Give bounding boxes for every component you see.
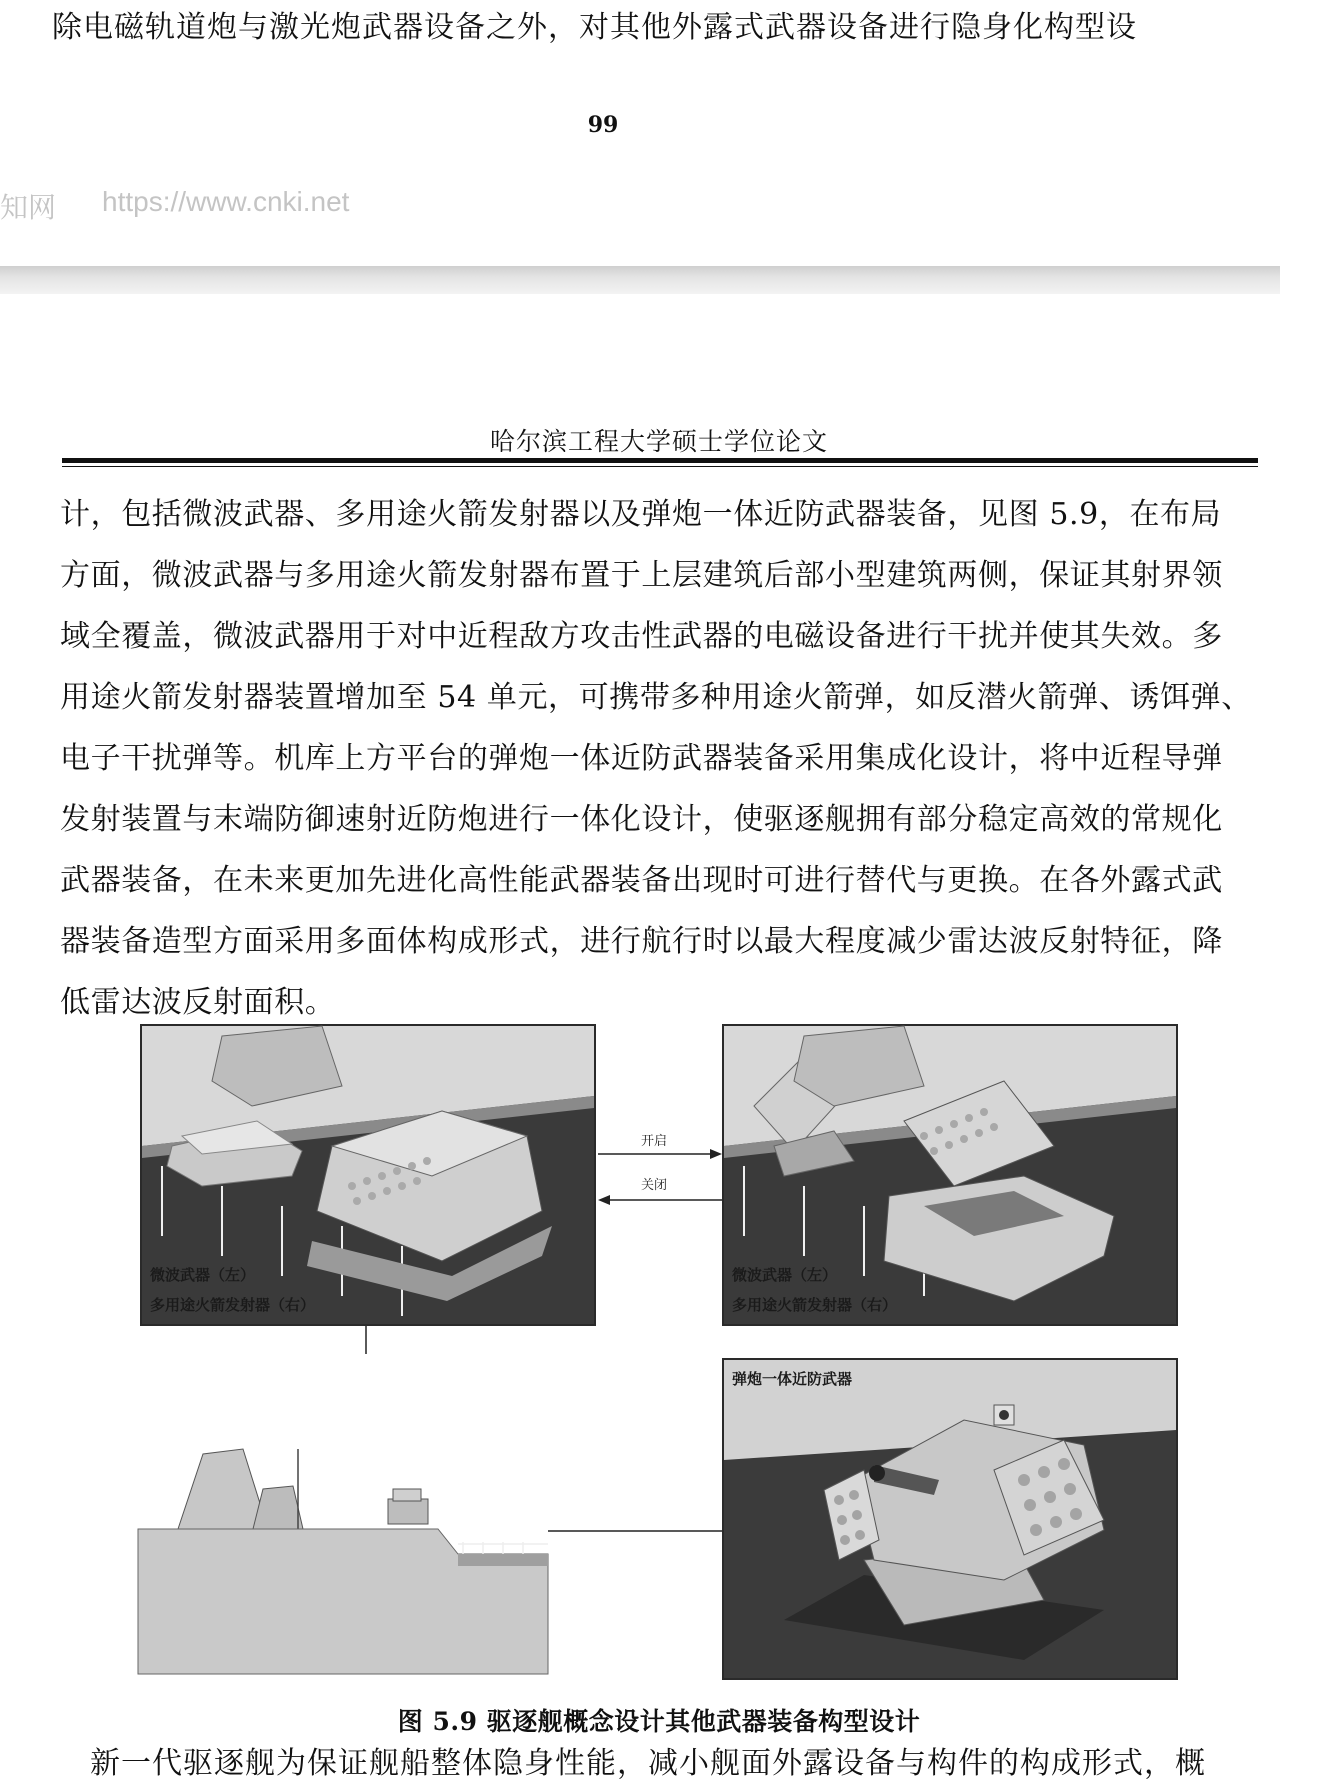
panel-ciws-label: 弹炮一体近防武器 bbox=[732, 1370, 853, 1388]
panel-closed-label-microwave: 微波武器（左） bbox=[150, 1266, 256, 1284]
page-number: 99 bbox=[587, 112, 619, 138]
panel-open-state bbox=[722, 1024, 1178, 1326]
paragraph-line: 低雷达波反射面积。 bbox=[60, 985, 336, 1020]
paragraph-line: 器装备造型方面采用多面体构成形式，进行航行时以最大程度减少雷达波反射特征，降 bbox=[60, 924, 1223, 959]
paragraph-line: 电子干扰弹等。机库上方平台的弹炮一体近防武器装备采用集成化设计，将中近程导弹 bbox=[60, 741, 1223, 776]
previous-page-last-line: 除电磁轨道炮与激光炮武器设备之外，对其他外露式武器设备进行隐身化构型设 bbox=[52, 10, 1137, 45]
figure-5-9 bbox=[130, 1024, 1180, 1684]
watermark-url: https://www.cnki.net bbox=[102, 186, 350, 217]
page-separator bbox=[0, 266, 1280, 294]
ship-section-render bbox=[138, 1354, 548, 1674]
paragraph-line: 发射装置与末端防御速射近防炮进行一体化设计，使驱逐舰拥有部分稳定高效的常规化 bbox=[60, 802, 1223, 837]
panel-closed-label-rocket: 多用途火箭发射器（右） bbox=[150, 1296, 316, 1314]
ciws-render bbox=[724, 1360, 1176, 1678]
arrow-open-label: 开启 bbox=[641, 1134, 668, 1149]
paragraph-line: 用途火箭发射器装置增加至 54 单元，可携带多种用途火箭弹，如反潜火箭弹、诱饵弹、 bbox=[60, 680, 1252, 715]
panel-closed-state bbox=[140, 1024, 596, 1326]
paragraph-line: 方面，微波武器与多用途火箭发射器布置于上层建筑后部小型建筑两侧，保证其射界领 bbox=[60, 558, 1223, 593]
watermark-brand: 知网 bbox=[0, 191, 57, 224]
header-rule bbox=[62, 458, 1258, 463]
arrow-close-label: 关闭 bbox=[641, 1178, 668, 1193]
header-rule-thin bbox=[62, 466, 1258, 467]
paragraph-line: 计，包括微波武器、多用途火箭发射器以及弹炮一体近防武器装备，见图 5.9，在布局 bbox=[60, 497, 1222, 532]
panel-ciws bbox=[722, 1358, 1178, 1680]
panel-ship-overview bbox=[138, 1354, 548, 1674]
next-paragraph-cut-line: 新一代驱逐舰为保证舰船整体隐身性能，减小舰面外露设备与构件的构成形式，概 bbox=[90, 1746, 1206, 1781]
previous-page bbox=[0, 0, 1280, 266]
running-header: 哈尔滨工程大学硕士学位论文 bbox=[489, 427, 828, 456]
panel-open-label-rocket: 多用途火箭发射器（右） bbox=[732, 1296, 898, 1314]
figure-caption: 图 5.9 驱逐舰概念设计其他武器装备构型设计 bbox=[397, 1707, 921, 1736]
paragraph-line: 域全覆盖，微波武器用于对中近程敌方攻击性武器的电磁设备进行干扰并使其失效。多 bbox=[60, 619, 1223, 654]
body-paragraph bbox=[60, 484, 1260, 1033]
paragraph-line: 武器装备，在未来更加先进化高性能武器装备出现时可进行替代与更换。在各外露式武 bbox=[60, 863, 1223, 898]
panel-open-label-microwave: 微波武器（左） bbox=[732, 1266, 838, 1284]
